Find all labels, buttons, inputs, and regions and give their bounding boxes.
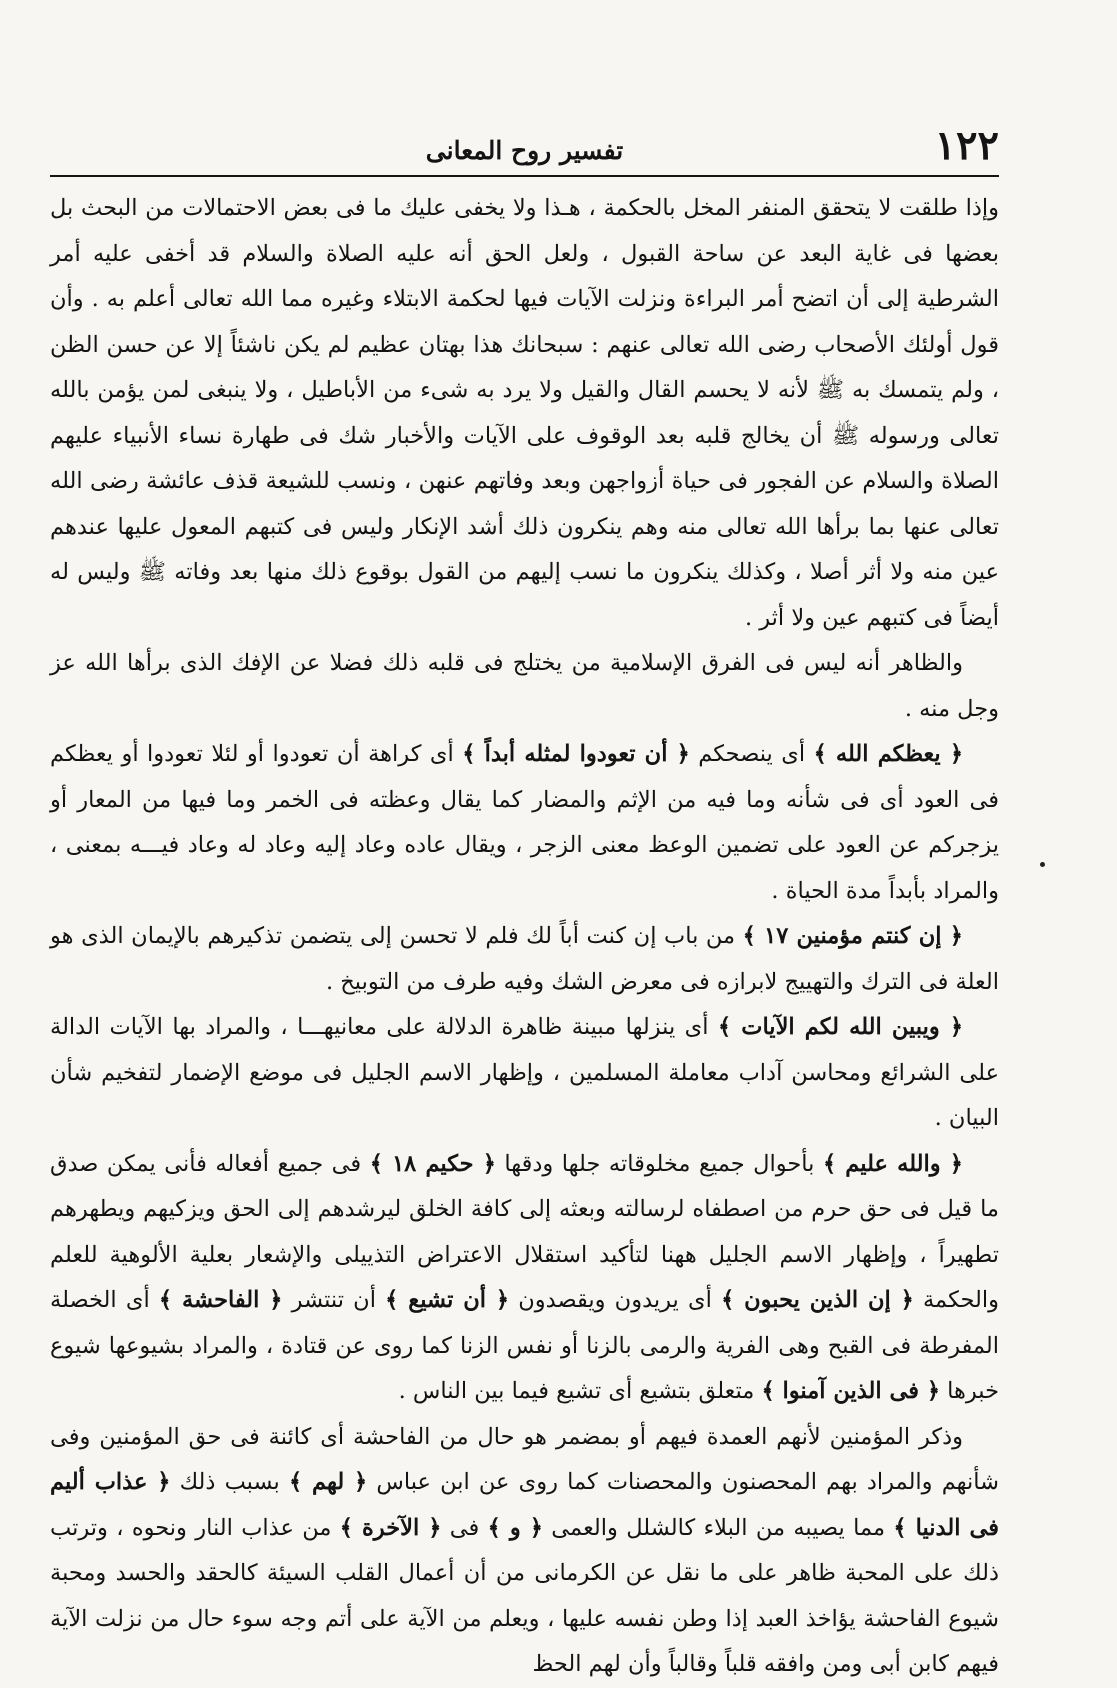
commentary-text: أى ينزلها مبينة ظاهرة الدلالة على معانيهـــا ، والمراد بها الآيات الدالة على الشرائع ومحاسن آداب معاملة المسلمين ، وإظهار الاسم الجليل فى موضع الإضمار لتفخيم شأن البيان . — [50, 1014, 999, 1131]
body-text — [50, 186, 999, 1688]
quranic-quote: ﴿ أن تعودوا لمثله أبداً ﴾ — [462, 741, 690, 767]
commentary-text: أن تنتشر — [282, 1287, 386, 1313]
quranic-quote: ﴿ أن تشيع ﴾ — [385, 1287, 510, 1313]
paragraph — [50, 1415, 999, 1688]
quranic-quote: ﴿ الآخرة ﴾ — [339, 1514, 442, 1541]
quranic-quote: ﴿ لهم ﴾ — [288, 1469, 368, 1495]
paragraph — [50, 1142, 999, 1415]
commentary-text: أى ينصحكم — [689, 741, 814, 767]
paragraph — [50, 641, 999, 732]
quranic-quote: ﴿ الفاحشة ﴾ — [158, 1287, 283, 1313]
commentary-text: والظاهر أنه ليس فى الفرق الإسلامية من يختلج فى قلبه ذلك فضلا عن الإفك الذى برأها الله عز وجل منه . — [50, 650, 999, 722]
quranic-quote: ﴿ عذاب أليم فى الدنيا ﴾ — [50, 1469, 999, 1541]
commentary-text: أى كراهة أن تعودوا أو لئلا تعودوا أو يعظكم فى العود أى فى شأنه وما فيه من الإثم والمضار كما يقال وعظته فى الخمر وما فيها من المعار أو يزجركم عن العود على تضمين الوعظ معنى الزجر ، ويقال عاده وعاد إليه وعاد له وعاد فيـــه بمعنى ، والمراد بأبداً مدة الحياة . — [50, 741, 999, 904]
quranic-quote: ﴿ يعظكم الله ﴾ — [813, 741, 964, 767]
commentary-text: من باب إن كنت أباً لك فلم لا تحسن إلى يتضمن تذكيرهم بالإيمان الذى هو العلة فى الترك والتهييج لابرازه فى معرض الشك وفيه طرف من التوبيخ . — [50, 923, 999, 995]
paragraph — [50, 186, 999, 641]
commentary-text: أى الخصلة المفرطة فى القبح وهى الفرية والرمى بالزنا أو نفس الزنا كما روى عن قتادة ، والمراد بشيوعها شيوع خبرها — [50, 1287, 999, 1404]
commentary-text: متعلق بتشيع أى تشيع فيما بين الناس . — [398, 1378, 762, 1404]
commentary-text: وإذا طلقت لا يتحقق المنفر المخل بالحكمة ، هـذا ولا يخفى عليك ما فى بعض الاحتمالات من البحث بل بعضها فى غاية البعد عن ساحة القبول ، ولعل الحق أنه عليه الصلاة والسلام قد أخفى عليه أمر الشرطية إلى أن اتضح أمر البراءة ونزلت الآيات فيها لحكمة الابتلاء وغيره مما الله تعالى أعلم به . وأن قول أولئك الأصحاب رضى الله تعالى عنهم : سبحانك هذا بهتان عظيم لم يكن ناشئاً إلا عن حسن الظن ، ولم يتمسك به ﷺ لأنه لا يحسم القال والقيل ولا يرد به شىء من الأباطيل ، ولا ينبغى لمن يؤمن بالله تعالى ورسوله ﷺ أن يخالج قلبه بعد الوقوف على الآيات والأخبار شك فى طهارة نساء الأنبياء عليهم الصلاة والسلام عن الفجور فى حياة أزواجهن وبعد وفاتهم عنهن ، ونسب للشيعة قذف عائشة رضى الله تعالى عنها بما برأها الله تعالى منه وهم ينكرون ذلك أشد الإنكار وليس فى كتبهم المعول عليها عندهم عين منه ولا أثر أصلا ، وكذلك ينكرون ما نسب إليهم من القول بوقوع ذلك منها بعد وفاته ﷺ وليس له أيضاً فى كتبهم عين ولا أثر . — [50, 195, 999, 631]
quranic-quote: ﴿ فى الذين آمنوا ﴾ — [761, 1378, 940, 1404]
page-number: ١٢٢ — [934, 122, 999, 169]
quranic-quote: ﴿ إن الذين يحبون ﴾ — [721, 1287, 914, 1313]
page-header — [50, 118, 999, 176]
quranic-quote: ﴿ إن كنتم مؤمنين ١٧ ﴾ — [742, 923, 963, 949]
header-rule — [50, 175, 999, 177]
paragraph — [50, 732, 999, 914]
commentary-text: بأحوال جميع مخلوقاته جلها ودقها — [495, 1150, 823, 1177]
quranic-quote: ﴿ والله عليم ﴾ — [822, 1150, 963, 1177]
paragraph — [50, 1005, 999, 1142]
commentary-text: فى — [441, 1514, 488, 1541]
commentary-text: بسبب ذلك — [170, 1469, 289, 1495]
quranic-quote: ﴿ ويبين الله لكم الآيات ﴾ — [717, 1014, 964, 1040]
commentary-text: مما يصيبه من البلاء كالشلل والعمى — [542, 1514, 894, 1541]
commentary-text: من عذاب النار ونحوه ، وترتب ذلك على المحبة ظاهر على ما نقل عن الكرمانى من أن أعمال القلب السيئة كالحقد والحسد ومحبة شيوع الفاحشة يؤاخذ العبد إذا وطن نفسه عليها ، ويعلم من الآية على أتم وجه سوء حال من نزلت الآية فيهم كابن أبى ومن وافقه قلباً وقالباً وأن لهم الحظ — [50, 1514, 999, 1677]
running-title: تفسير روح المعانى — [425, 136, 624, 165]
quranic-quote: ﴿ و ﴾ — [487, 1514, 543, 1541]
margin-speck — [1040, 862, 1045, 867]
paragraph — [50, 914, 999, 1005]
quranic-quote: ﴿ حكيم ١٨ ﴾ — [369, 1150, 496, 1177]
commentary-text: وذكر المؤمنين لأنهم العمدة فيهم أو بمضمر هو حال من الفاحشة أى كائنة فى حق المؤمنين وفى شأنهم والمراد بهم المحصنون والمحصنات كما روى عن ابن عباس — [50, 1423, 1000, 1495]
commentary-text: فى جميع أفعاله فأنى يمكن صدق ما قيل فى حق حرم من اصطفاه لرسالته وبعثه إلى كافة الخلق ليرشدهم إلى الحق ويزكيهم ويطهرهم تطهيراً ، وإظهار الاسم الجليل ههنا لتأكيد استقلال الاعتراض التذييلى والإشعار بعلية الألوهية للعلم والحكمة — [50, 1150, 999, 1313]
commentary-text: أى يريدون ويقصدون — [509, 1287, 722, 1313]
